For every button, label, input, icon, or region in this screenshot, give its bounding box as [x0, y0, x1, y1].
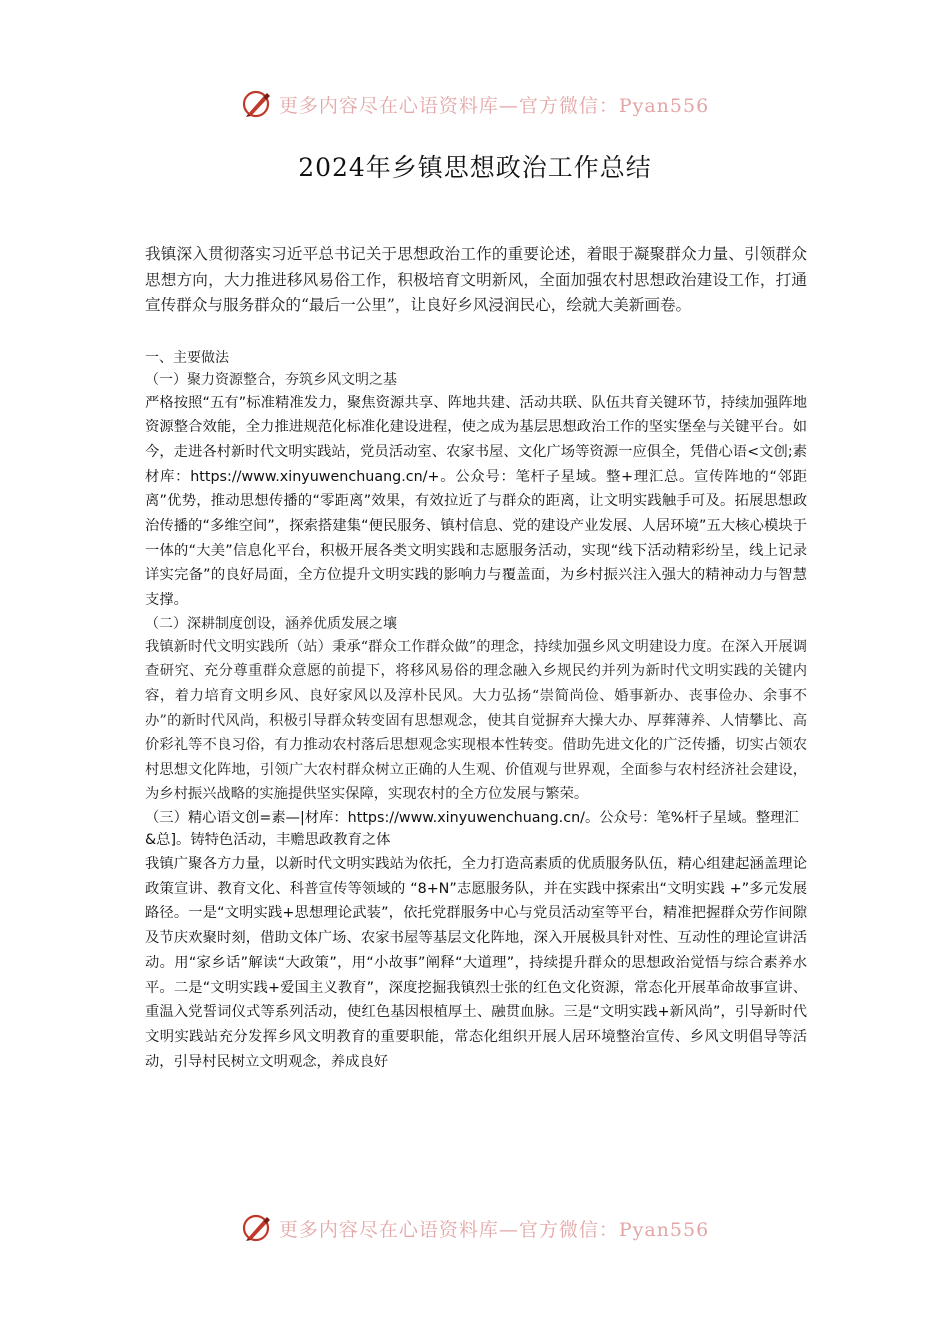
section-heading-main-practices: 一、主要做法: [145, 349, 229, 366]
subsection-body-1: 严格按照“五有”标准精准发力，聚焦资源共享、阵地共建、活动共联、队伍共育关键环节，持续加强阵地资源整合效能，全力推进规范化标准化建设进程，使之成为基层思想政治工作的坚实堡垒与关键平台。如今，走进各村新时代文明实践站，党员活动室、农家书屋、文化广场等资源一应俱全，凭借心语<文创;素材库：https://www.xinyuwenchuang.cn/+。公众号：笔杆子星域。整+理汇总。宣传阵地的“邻距离”优势，推动思想传播的“零距离”效果，有效拉近了与群众的距离，让文明实践触手可及。拓展思想政治传播的“多维空间”，探索搭建集“便民服务、镇村信息、党的建设产业发展、人居环境”五大核心模块于一体的“大美”信息化平台，积极开展各类文明实践和志愿服务活动，实现“线下活动精彩纷呈，线上记录详实完备”的良好局面，全方位提升文明实践的影响力与覆盖面，为乡村振兴注入强大的精神动力与智慧支撑。: [145, 394, 807, 609]
pen-logo-icon: [241, 1212, 273, 1244]
watermark-banner-top: [0, 82, 950, 126]
watermark-banner-bottom: [0, 1206, 950, 1250]
document-title: 2024年乡镇思想政治工作总结: [298, 153, 652, 182]
subsection-heading-3: （三）精心语文创=素—|材库：https://www.xinyuwenchuang.cn/。公众号：笔%杆子星域。整理汇&总]。铸特色活动，丰赡思政教育之体: [145, 809, 799, 849]
watermark-text-top: 更多内容尽在心语资料库—官方微信：Pyan556: [278, 94, 710, 117]
intro-paragraph: 我镇深入贯彻落实习近平总书记关于思想政治工作的重要论述，着眼于凝聚群众力量、引领群众思想方向，大力推进移风易俗工作，积极培育文明新风，全面加强农村思想政治建设工作，打通宣传群众与服务群众的“最后一公里”，让良好乡风浸润民心，绘就大美新画卷。: [145, 245, 807, 314]
subsection-body-3: 我镇广聚各方力量，以新时代文明实践站为依托，全力打造高素质的优质服务队伍，精心组建起涵盖理论政策宣讲、教育文化、科普宣传等领域的 “8+N”志愿服务队，并在实践中探索出“文明实践 +”多元发展路径。一是“文明实践+思想理论武装”，依托党群服务中心与党员活动室等平台，精准把握群众劳作间隙及节庆欢聚时刻，借助文体广场、农家书屋等基层文化阵地，深入开展极具针对性、互动性的理论宣讲活动。用“家乡话”解读“大政策”，用“小故事”阐释“大道理”，持续提升群众的思想政治觉悟与综合素养水平。二是“文明实践+爱国主义教育”，深度挖掘我镇烈士张的红色文化资源，常态化开展革命故事宣讲、重温入党誓词仪式等系列活动，使红色基因根植厚土、融贯血脉。三是“文明实践+新风尚”，引导新时代文明实践站充分发挥乡风文明教育的重要职能，常态化组织开展人居环境整治宣传、乡风文明倡导等活动，引导村民树立文明观念，养成良好: [145, 855, 807, 1070]
document-body: [145, 242, 807, 1074]
subsection-body-2: 我镇新时代文明实践所（站）秉承“群众工作群众做”的理念，持续加强乡风文明建设力度。在深入开展调查研究、充分尊重群众意愿的前提下，将移风易俗的理念融入乡规民约并列为新时代文明实践的关键内容，着力培育文明乡风、良好家风以及淳朴民风。大力弘扬“崇简尚俭、婚事新办、丧事俭办、余事不办”的新时代风尚，积极引导群众转变固有思想观念，使其自觉摒弃大操大办、厚葬薄养、人情攀比、高价彩礼等不良习俗，有力推动农村落后思想观念实现根本性转变。借助先进文化的广泛传播，切实占领农村思想文化阵地，引领广大农村群众树立正确的人生观、价值观与世界观，全面参与农村经济社会建设，为乡村振兴战略的实施提供坚实保障，实现农村的全方位发展与繁荣。: [145, 638, 807, 803]
pen-logo-icon: [241, 88, 273, 120]
watermark-text-bottom: 更多内容尽在心语资料库—官方微信：Pyan556: [278, 1218, 710, 1241]
subsection-heading-1: （一）聚力资源整合，夯筑乡风文明之基: [145, 371, 397, 388]
subsection-heading-2: （二）深耕制度创设，涵养优质发展之壤: [145, 615, 397, 632]
